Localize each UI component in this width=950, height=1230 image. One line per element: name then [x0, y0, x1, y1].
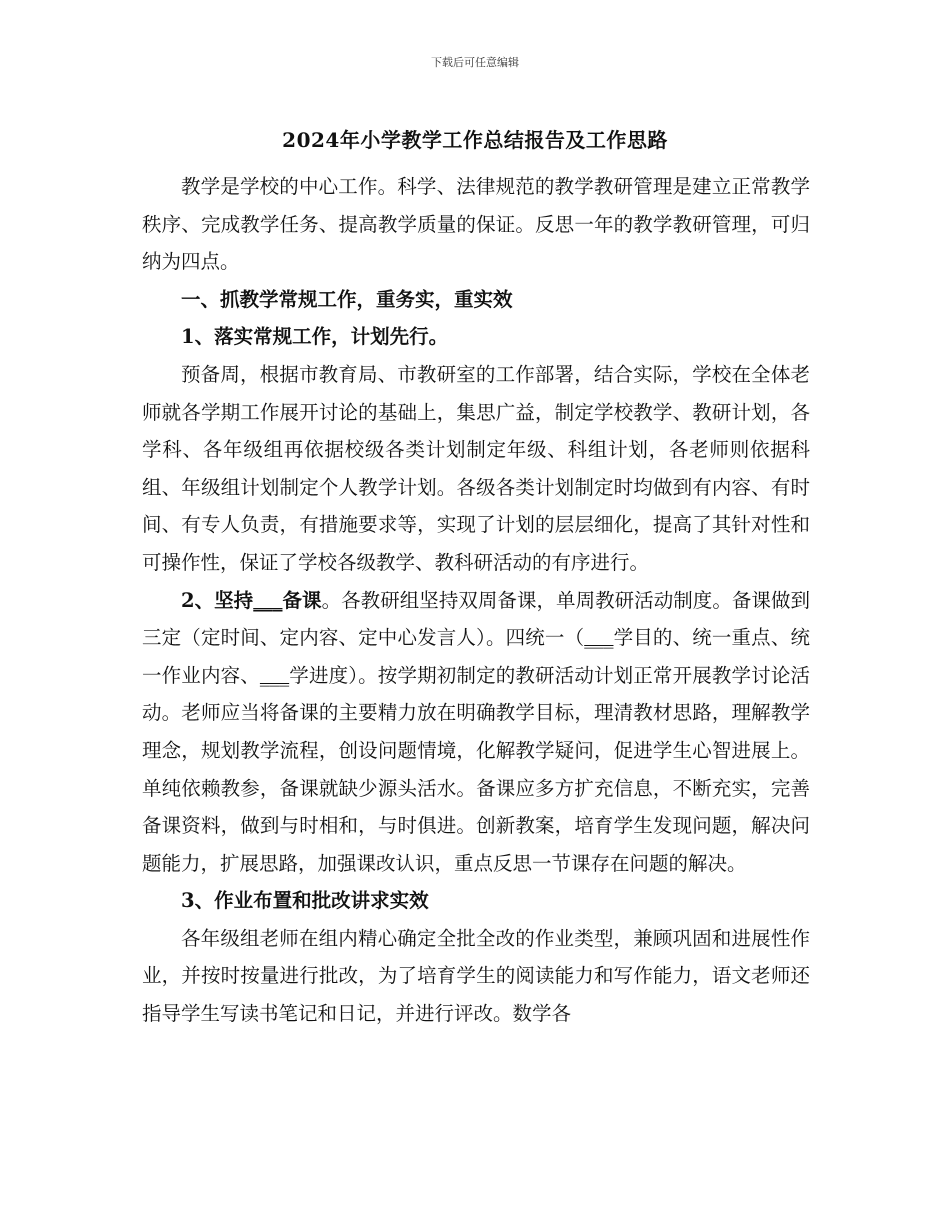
subsection-2-paragraph: 2、坚持___备课。各教研组坚持双周备课，单周教研活动制度。备课做到三定（定时间、定内容、定中心发言人）。四统一（___学目的、统一重点、统一作业内容、___学进度）。按学期初制定的教研活动计划正常开展教学讨论活动。老师应当将备课的主要精力放在明确教学目标，理清教材思路，理解教学理念，规划教学流程，创设问题情境，化解教学疑问，促进学生心智进展上。单纯依赖教参，备课就缺少源头活水。备课应多方扩充信息，不断充实，完善备课资料，做到与时相和，与时俱进。创新教案，培育学生发现问题，解决问题能力，扩展思路，加强课改认识，重点反思一节课存在问题的解决。	[142, 588, 810, 875]
subsection-1-paragraph: 预备周，根据市教育局、市教研室的工作部署，结合实际，学校在全体老师就各学期工作展开讨论的基础上，集思广益，制定学校教学、教研计划，各学科、各年级组再依据校级各类计划制定年级、科组计划，各老师则依据科组、年级组计划制定个人教学计划。各级各类计划制定时均做到有内容、有时间、有专人负责，有措施要求等，实现了计划的层层细化，提高了其针对性和可操作性，保证了学校各级教学、教科研活动的有序进行。	[142, 362, 810, 574]
subsection-3-heading: 3、作业布置和批改讲求实效	[181, 889, 429, 913]
document-body	[142, 168, 810, 1033]
blank-underline: ___	[584, 626, 614, 650]
header-note: 下载后可任意编辑	[431, 56, 519, 69]
subsection-1-heading: 1、落实常规工作，计划先行。	[181, 325, 449, 349]
section-1-heading: 一、抓教学常规工作，重务实，重实效	[181, 287, 513, 311]
intro-paragraph: 教学是学校的中心工作。科学、法律规范的教学教研管理是建立正常教学秩序、完成教学任务、提高教学质量的保证。反思一年的教学教研管理，可归纳为四点。	[142, 175, 810, 274]
blank-underline: ___	[259, 663, 290, 687]
subsection-3-paragraph: 各年级组老师在组内精心确定全批全改的作业类型，兼顾巩固和进展性作业，并按时按量进行批改，为了培育学生的阅读能力和写作能力，语文老师还指导学生写读书笔记和日记，并进行评改。数学各	[142, 926, 810, 1026]
blank-underline: ___	[253, 588, 283, 612]
subsection-2-lead: 2、坚持___备课	[181, 588, 322, 612]
document-title: 2024年小学教学工作总结报告及工作思路	[282, 128, 668, 152]
